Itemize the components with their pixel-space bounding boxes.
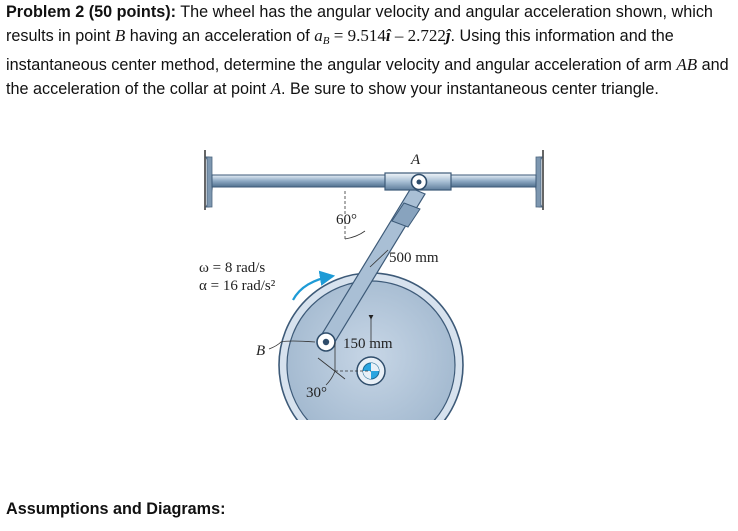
problem-statement [6, 0, 732, 101]
collar-a [385, 173, 451, 190]
problem-text-5: . Be sure to show your instantaneous center triangle. [280, 80, 659, 98]
label-a: A [411, 152, 421, 168]
radius-150-label: 150 mm [343, 336, 393, 352]
left-wall-support [205, 150, 213, 210]
alpha-label: α = 16 rad/s² [199, 278, 276, 294]
i-hat: î [385, 26, 391, 45]
problem-text-3: . Using this information and the instantaneous center method, determine the angular velocity and angular acceleration of arm [6, 27, 677, 74]
problem-label: Problem 2 (50 points): [6, 3, 176, 21]
acceleration-equation [314, 26, 450, 45]
angle-60-label: 60° [336, 212, 357, 228]
arm-ab-symbol: AB [676, 55, 698, 74]
accel-minus: – 2.722 [390, 26, 446, 45]
problem-text-4: and the acceleration of the collar at point [6, 56, 729, 98]
horizontal-rod [212, 175, 536, 187]
problem-text-2: having an acceleration of [125, 27, 315, 45]
length-500-label: 500 mm [389, 250, 439, 266]
accel-equals: = 9.514 [329, 26, 386, 45]
pin-b [317, 333, 335, 351]
label-b: B [256, 343, 266, 359]
mechanism-figure [185, 145, 565, 420]
point-a-symbol: A [270, 79, 281, 98]
assumptions-heading: Assumptions and Diagrams: [6, 500, 226, 518]
accel-symbol: a [314, 26, 323, 45]
angle-30-label: 30° [306, 385, 327, 401]
j-hat: ĵ [445, 26, 451, 45]
accel-subscript: B [322, 35, 330, 47]
right-wall-support [536, 150, 544, 210]
omega-label: ω = 8 rad/s [199, 260, 266, 276]
point-b-symbol: B [114, 26, 126, 45]
problem-text-1: The wheel has the angular velocity and angular acceleration shown, which results in point [6, 3, 713, 45]
